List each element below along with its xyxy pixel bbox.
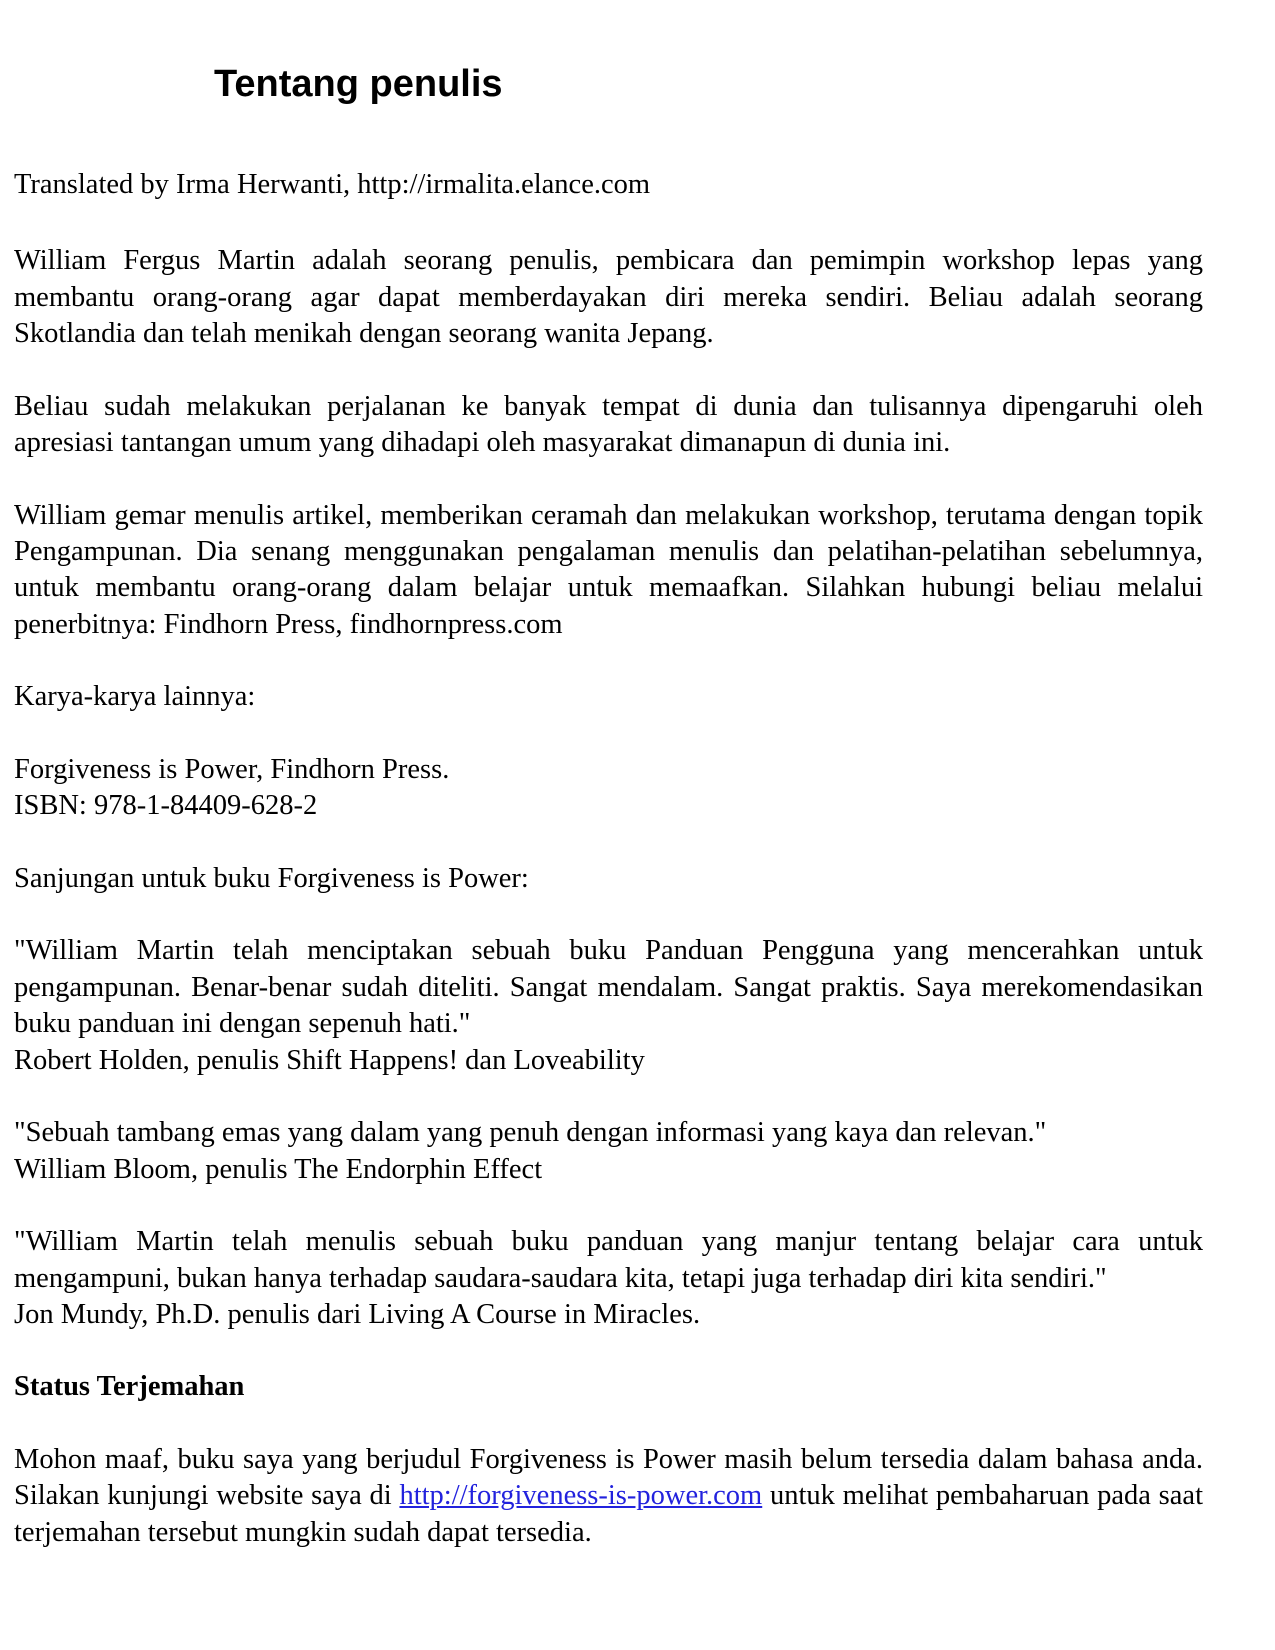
translation-status-text-before-link: Mohon maaf, buku saya yang berjudul Forgiveness is Power masih belum tersedia dalam bahasa anda. Silakan kunjungi website saya di xyxy=(14,1443,1203,1512)
spacer xyxy=(14,462,1203,498)
spacer xyxy=(14,1333,1203,1369)
spacer xyxy=(14,1079,1203,1115)
translation-status-paragraph xyxy=(14,1442,1203,1551)
forgiveness-is-power-link[interactable]: http://forgiveness-is-power.com xyxy=(399,1480,763,1512)
praise-quote-attribution: Robert Holden, penulis Shift Happens! dan Loveability xyxy=(14,1044,645,1076)
spacer xyxy=(14,643,1203,679)
translator-credit: Translated by Irma Herwanti, http://irmalita.elance.com xyxy=(14,168,651,200)
translation-status-text-after-link: untuk melihat pembaharuan pada saat terjemahan tersebut mungkin sudah dapat tersedia. xyxy=(14,1480,1203,1548)
spacer xyxy=(14,716,1203,752)
praise-quote-text: "Sebuah tambang emas yang dalam yang penuh dengan informasi yang kaya dan relevan." xyxy=(14,1117,1047,1149)
praise-quote-attribution: Jon Mundy, Ph.D. penulis dari Living A Course in Miracles. xyxy=(14,1299,701,1330)
author-bio-paragraph-3: William gemar menulis artikel, memberikan ceramah dan melakukan workshop, terutama dengan topik Pengampunan. Dia senang menggunakan pengalaman menulis dan pelatihan-pelatihan sebelumnya, untuk membantu orang-orang dalam belajar untuk memaafkan. Silahkan hubungi beliau melalui penerbitnya: Findhorn Press, findhornpress.com xyxy=(14,499,1203,640)
other-works-book-title: Forgiveness is Power, Findhorn Press. xyxy=(14,753,450,785)
praise-heading: Sanjungan untuk buku Forgiveness is Power: xyxy=(14,862,529,894)
other-works-isbn: ISBN: 978-1-84409-628-2 xyxy=(14,790,318,822)
author-bio-paragraph-1: William Fergus Martin adalah seorang penulis, pembicara dan pemimpin workshop lepas yang membantu orang-orang agar dapat memberdayakan diri mereka sendiri. Beliau adalah seorang Skotlandia dan telah menikah dengan seorang wanita Jepang. xyxy=(14,245,1203,350)
praise-quote-text: "William Martin telah menciptakan sebuah buku Panduan Pengguna yang mencerahkan untuk pengampunan. Benar-benar sudah diteliti. Sangat mendalam. Sangat praktis. Saya merekomendasikan buku panduan ini dengan sepenuh hati." xyxy=(14,935,1203,1040)
spacer xyxy=(14,825,1203,861)
spacer xyxy=(14,897,1203,933)
spacer xyxy=(14,1406,1203,1442)
translation-status-heading: Status Terjemahan xyxy=(14,1371,245,1403)
spacer xyxy=(14,203,1203,243)
praise-quote-attribution: William Bloom, penulis The Endorphin Effect xyxy=(14,1153,543,1185)
praise-quote-text: "William Martin telah menulis sebuah buku panduan yang manjur tentang belajar cara untuk mengampuni, bukan hanya terhadap saudara-saudara kita, tetapi juga terhadap diri kita sendiri." xyxy=(14,1226,1203,1294)
author-bio-paragraph-2: Beliau sudah melakukan perjalanan ke banyak tempat di dunia dan tulisannya dipengaruhi oleh apresiasi tantangan umum yang dihadapi oleh masyarakat dimanapun di dunia ini. xyxy=(14,390,1203,459)
spacer xyxy=(14,1188,1203,1224)
spacer xyxy=(14,107,1203,167)
page-title: Tentang penulis xyxy=(214,63,503,105)
spacer xyxy=(14,353,1203,389)
other-works-label: Karya-karya lainnya: xyxy=(14,681,256,713)
